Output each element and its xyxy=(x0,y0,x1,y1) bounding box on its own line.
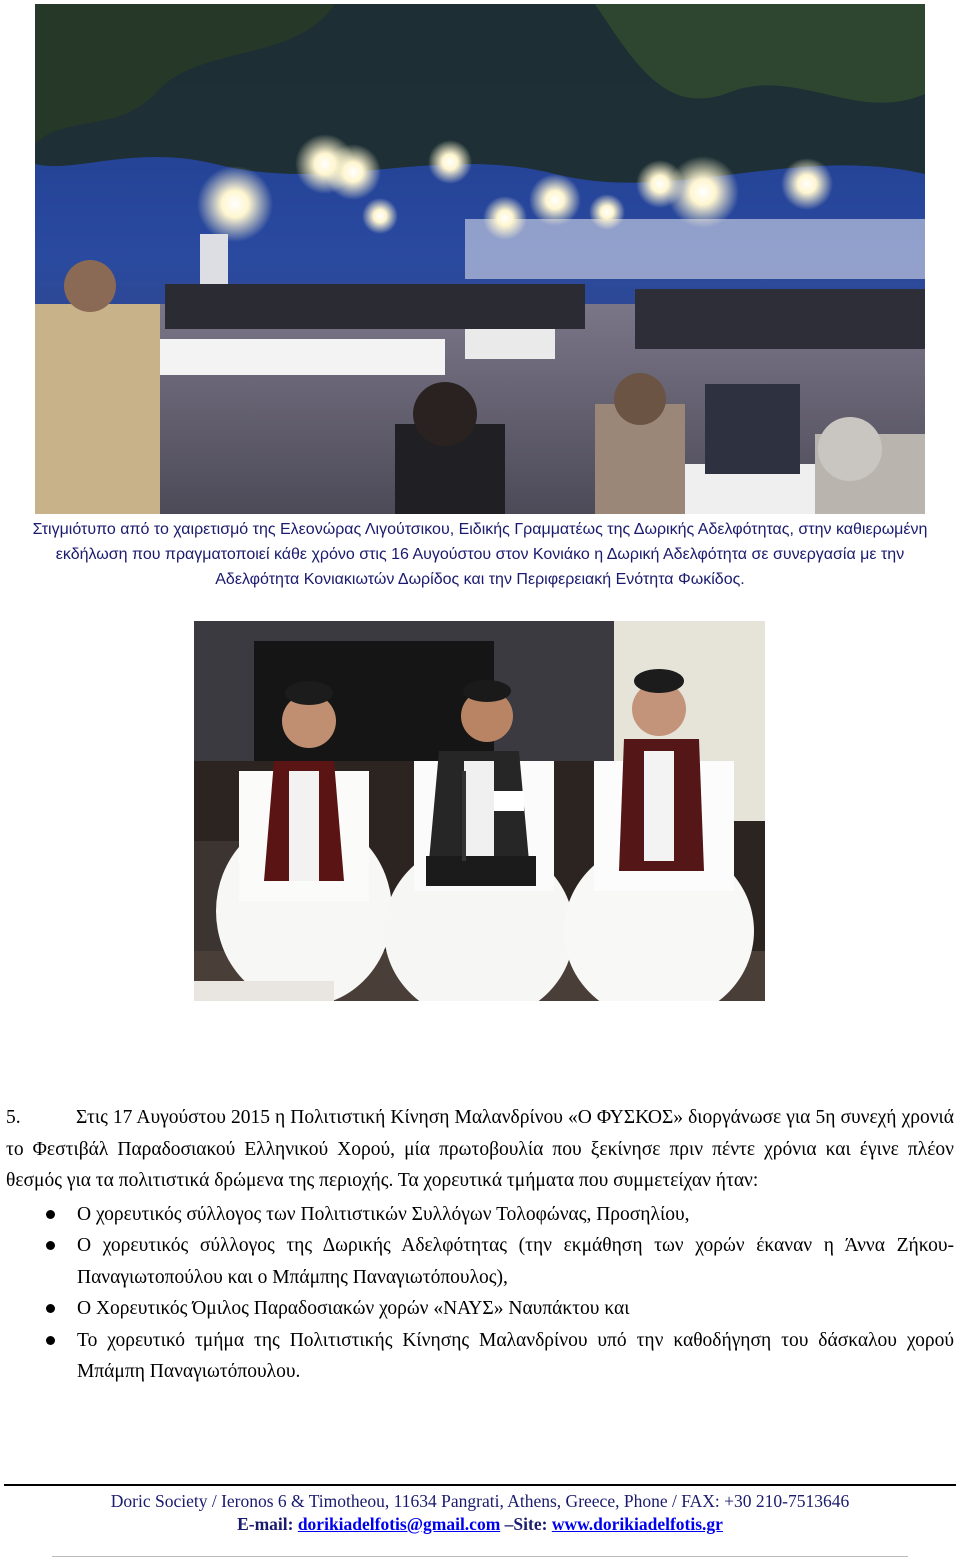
bullet-icon xyxy=(46,1241,55,1250)
list-item: Ο Χορευτικός Όμιλος Παραδοσιακών χορών «ΝΑΥΣ» Ναυπάκτου και xyxy=(6,1293,954,1325)
dancers-photo xyxy=(194,621,765,1001)
list-item: Το χορευτικό τμήμα της Πολιτιστικής Κίνησης Μαλανδρίνου υπό την καθοδήγηση του δάσκαλου χορού Μπάμπη Παναγιωτόπουλου. xyxy=(6,1325,954,1388)
article-body xyxy=(6,1102,954,1388)
footer-divider xyxy=(4,1484,956,1486)
list-item: Ο χορευτικός σύλλογος της Δωρικής Αδελφότητας (την εκμάθηση των χορών έκαναν η Άννα Ζήκου-Παναγιωτοπούλου και ο Μπάμπης Παναγιωτόπουλος), xyxy=(6,1230,954,1293)
numbered-paragraph xyxy=(6,1102,954,1197)
footer-bottom-divider xyxy=(52,1556,908,1557)
list-item: Ο χορευτικός σύλλογος των Πολιτιστικών Συλλόγων Τολοφώνας, Προσηλίου, xyxy=(6,1199,954,1231)
footer-address: Doric Society / Ieronos 6 & Timotheou, 11634 Pangrati, Athens, Greece, Phone / FAX: +30 210-7513646 xyxy=(110,1491,850,1511)
site-link[interactable]: www.dorikiadelfotis.gr xyxy=(551,1514,723,1534)
photo-caption: Στιγμιότυπο από το χαιρετισμό της Ελεονώρας Λιγούτσικου, Ειδικής Γραμματέως της Δωρικής Αδελφότητας, στην καθιερωμένη εκδήλωση που πραγματοποιεί κάθε χρόνο στις 16 Αυγούστου στον Κονιάκο η Δωρική Αδελφότητα σε συνεργασία με την Αδελφότητα Κονιακιωτών Δωρίδος και την Περιφερειακή Ενότητα Φωκίδος. xyxy=(32,521,928,588)
email-label: E-mail: xyxy=(237,1514,294,1534)
event-photo-celebration xyxy=(35,4,925,514)
email-link[interactable]: dorikiadelfotis@gmail.com xyxy=(297,1514,501,1534)
bullet-icon xyxy=(46,1304,55,1313)
paragraph-text: Στις 17 Αυγούστου 2015 η Πολιτιστική Κίνηση Μαλανδρίνου «Ο ΦΥΣΚΟΣ» διοργάνωσε για 5η συνεχή χρονιά το Φεστιβάλ Παραδοσιακού Ελληνικού Χορού, μία πρωτοβουλία που ξεκίνησε πριν πέντε χρόνια και έγινε πλέον θεσμός για τα πολιτιστικά δρώμενα της περιοχής. Τα χορευτικά τμήματα που συμμετείχαν ήταν: xyxy=(6,1107,954,1191)
site-label: –Site: xyxy=(504,1514,548,1534)
dance-groups-list xyxy=(6,1199,954,1388)
footer-contact xyxy=(0,1513,960,1535)
bullet-icon xyxy=(46,1210,55,1219)
bullet-icon xyxy=(46,1336,55,1345)
paragraph-number: 5. xyxy=(6,1107,21,1128)
